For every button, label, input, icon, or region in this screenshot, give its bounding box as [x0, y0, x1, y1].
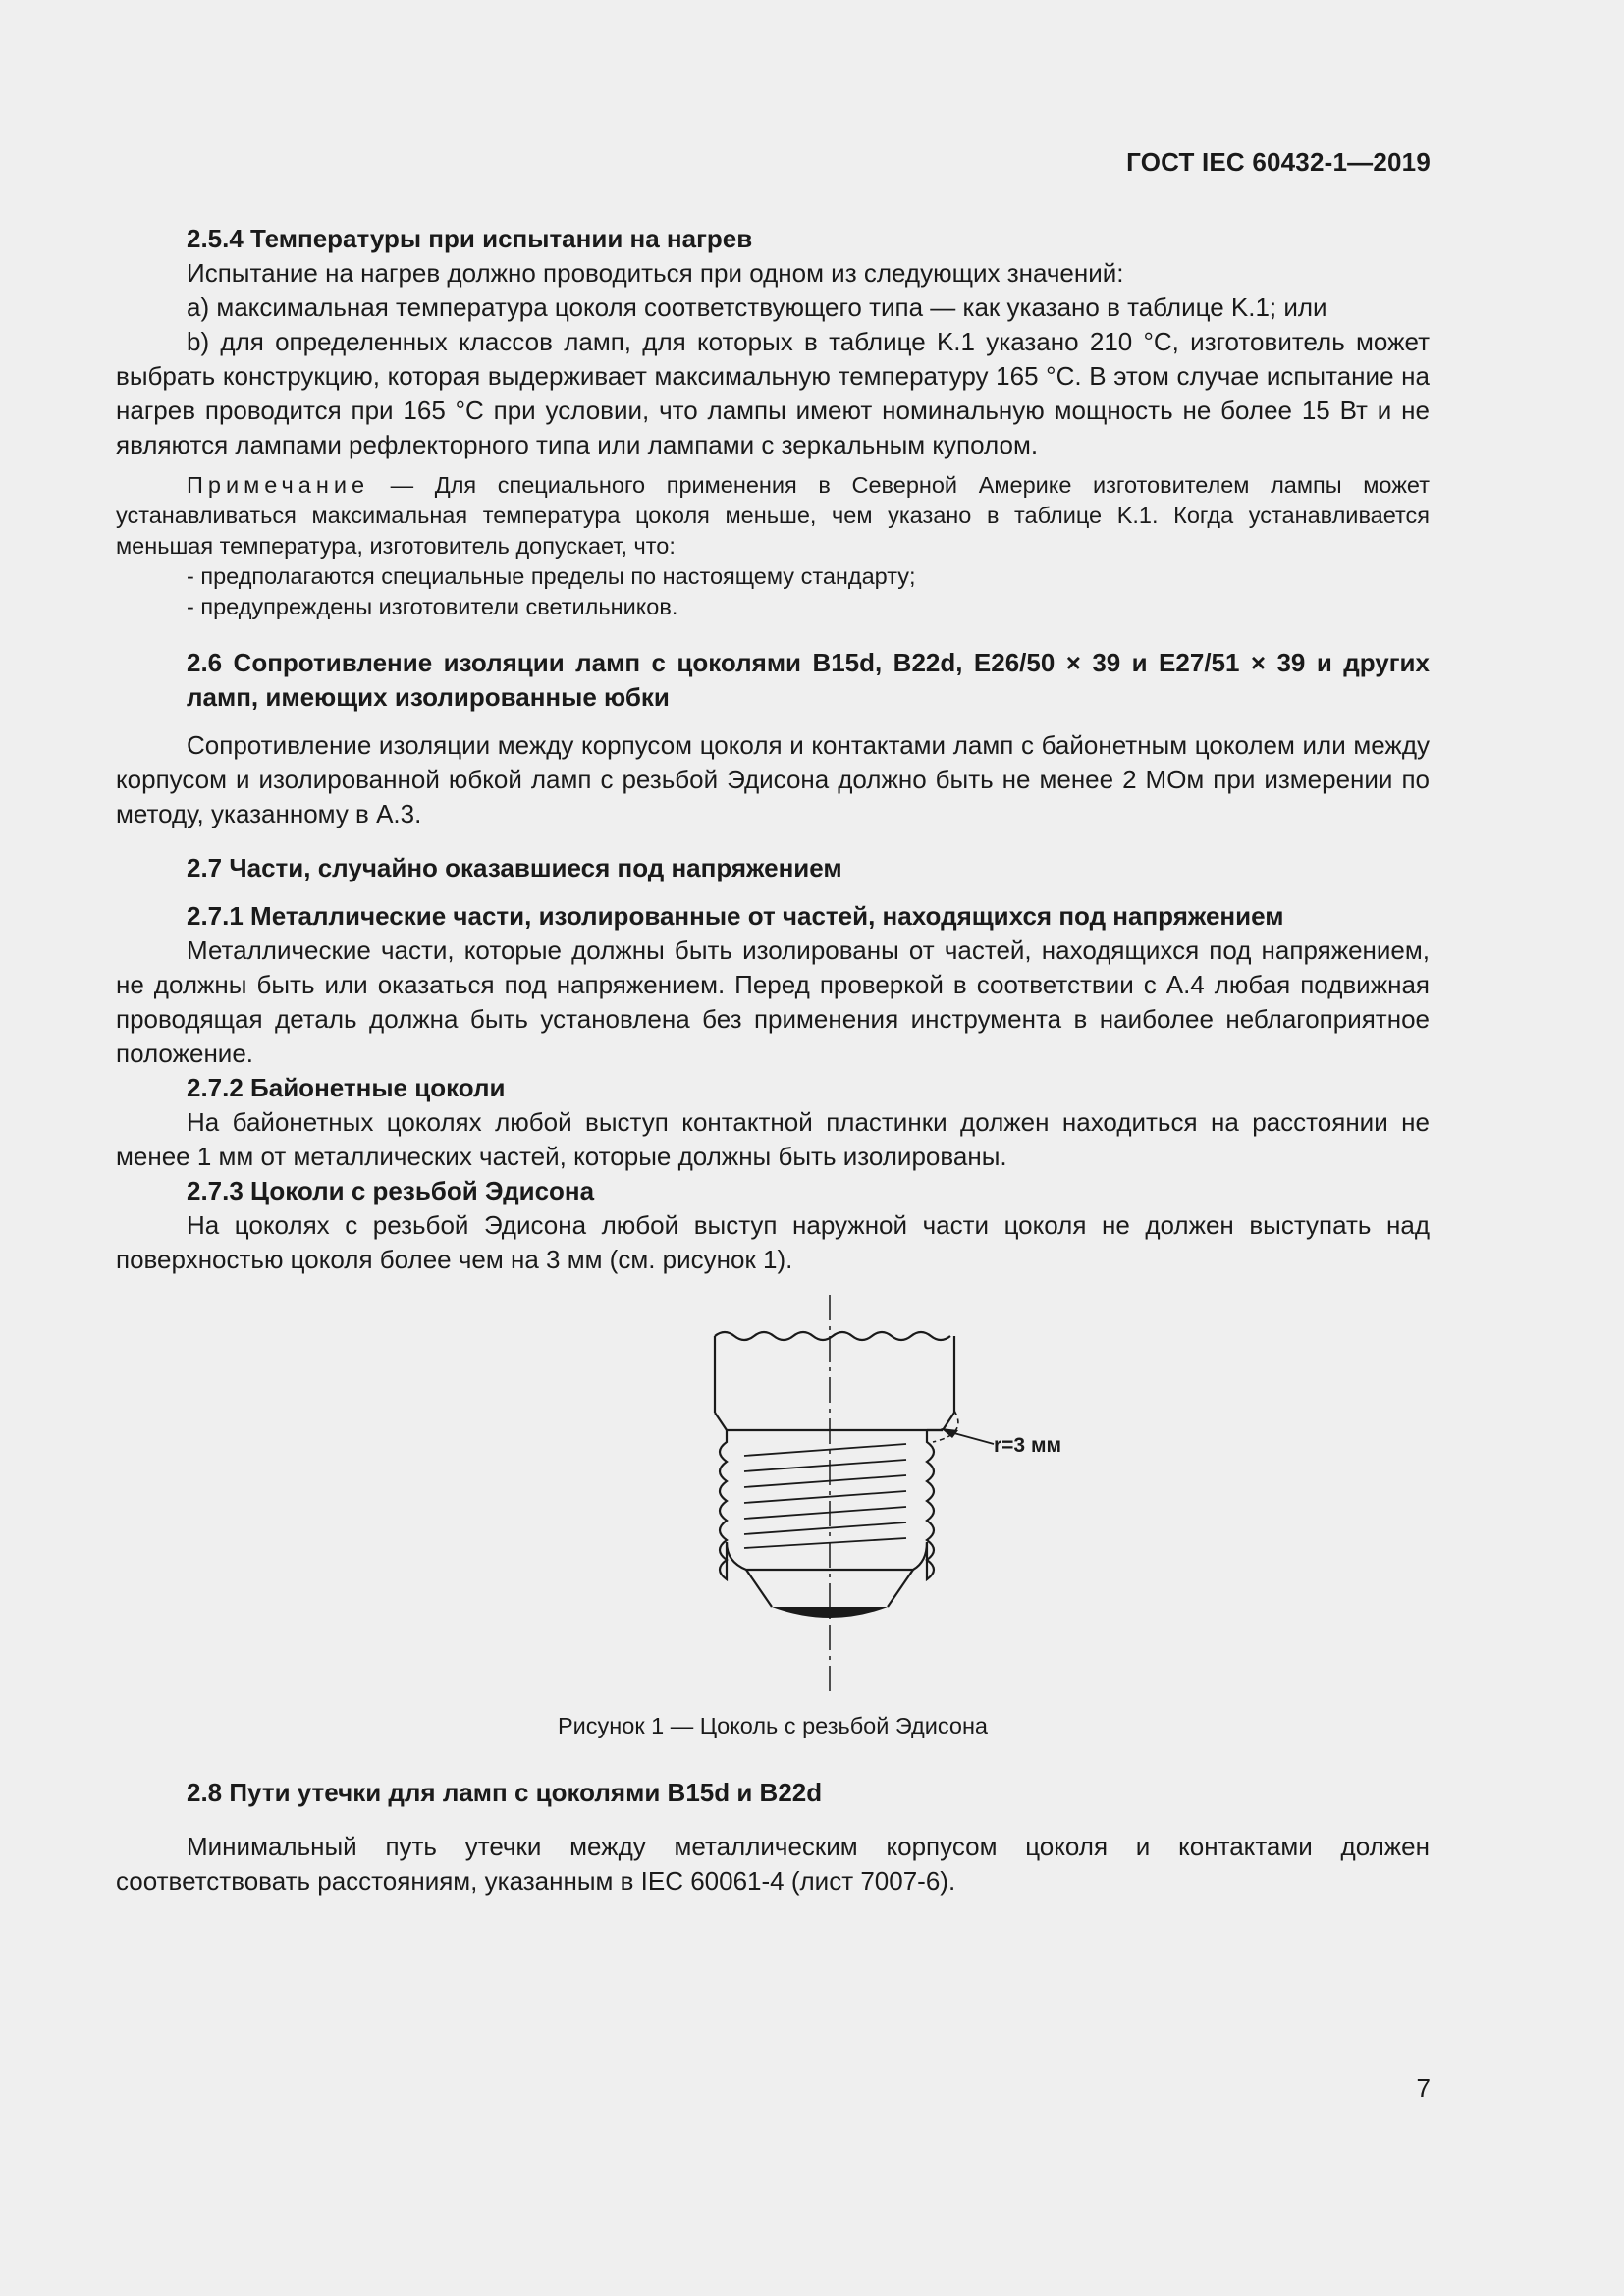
section-2-7-1-title: 2.7.1 Металлические части, изолированные от частей, находящихся под напряжением: [187, 901, 1284, 931]
section-2-7-title: 2.7 Части, случайно оказавшиеся под напряжением: [187, 853, 842, 882]
section-2-8-title: 2.8 Пути утечки для ламп с цоколями B15d и B22d: [187, 1778, 823, 1807]
page-number: 7: [1416, 2073, 1431, 2103]
section-2-7-3-text: На цоколях с резьбой Эдисона любой выступ наружной части цоколя не должен выступать над поверхностью цоколя более чем на 3 мм (см. рисунок 1).: [116, 1210, 1430, 1274]
section-2-7-2-title: 2.7.2 Байонетные цоколи: [187, 1073, 506, 1102]
note-paragraph: [116, 470, 1430, 561]
note-list-item: - предупреждены изготовители светильников.: [187, 594, 678, 619]
section-2-5-4-title: 2.5.4 Температуры при испытании на нагрев: [187, 224, 753, 253]
radius-label: r=3 мм: [994, 1434, 1062, 1457]
section-2-5-4-item-a: a) максимальная температура цоколя соответствующего типа — как указано в таблице K.1; или: [187, 293, 1327, 322]
section-2-6-title: 2.6 Сопротивление изоляции ламп с цоколями B15d, B22d, E26/50 × 39 и E27/51 × 39 и других ламп, имеющих изолированные юбки: [187, 648, 1430, 712]
figure-1: [116, 1277, 1430, 1768]
document-body: [116, 222, 1430, 1898]
section-2-7-1-text: Металлические части, которые должны быть изолированы от частей, находящихся под напряжением, не должны быть или оказаться под напряжением. Перед проверкой в соответствии с A.4 любая подвижная проводящая деталь должна быть установлена без применения инструмента в наиболее неблагоприятное положение.: [116, 935, 1430, 1068]
section-2-7-3-title: 2.7.3 Цоколи с резьбой Эдисона: [187, 1176, 595, 1205]
figure-caption: Рисунок 1 — Цоколь с резьбой Эдисона: [557, 1713, 988, 1738]
note-block: [116, 470, 1430, 622]
section-2-7-2-text: На байонетных цоколях любой выступ контактной пластинки должен находиться на расстоянии не менее 1 мм от металлических частей, которые должны быть изолированы.: [116, 1107, 1430, 1171]
section-2-6-text: Сопротивление изоляции между корпусом цоколя и контактами ламп с байонетным цоколем или между корпусом и изолированной юбкой ламп с резьбой Эдисона должно быть не менее 2 МОм при измерении по методу, указанному в A.3.: [116, 730, 1430, 828]
standard-header: ГОСТ IEC 60432-1—2019: [1126, 147, 1431, 177]
edison-cap-drawing: [577, 1295, 1088, 1707]
note-text: — Для специального применения в Северной Америке изготовителем лампы может устанавливаться максимальная температура цоколя меньше, чем указано в таблице K.1. Когда устанавливается меньшая температура, изготовитель допускает, что:: [116, 472, 1430, 559]
note-list-item: - предполагаются специальные пределы по настоящему стандарту;: [187, 563, 916, 589]
section-2-5-4-intro: Испытание на нагрев должно проводиться при одном из следующих значений:: [187, 258, 1124, 288]
section-2-8-text: Минимальный путь утечки между металлическим корпусом цоколя и контактами должен соответствовать расстояниям, указанным в IEC 60061-4 (лист 7007-6).: [116, 1832, 1430, 1896]
note-label: Примечание: [187, 472, 370, 498]
section-2-5-4-item-b: b) для определенных классов ламп, для которых в таблице K.1 указано 210 °C, изготовитель может выбрать конструкцию, которая выдерживает максимальную температуру 165 °C. В этом случае испытание на нагрев проводится при 165 °C при условии, что лампы имеют номинальную мощность не более 15 Вт и не являются лампами рефлекторного типа или лампами с зеркальным куполом.: [116, 327, 1430, 459]
